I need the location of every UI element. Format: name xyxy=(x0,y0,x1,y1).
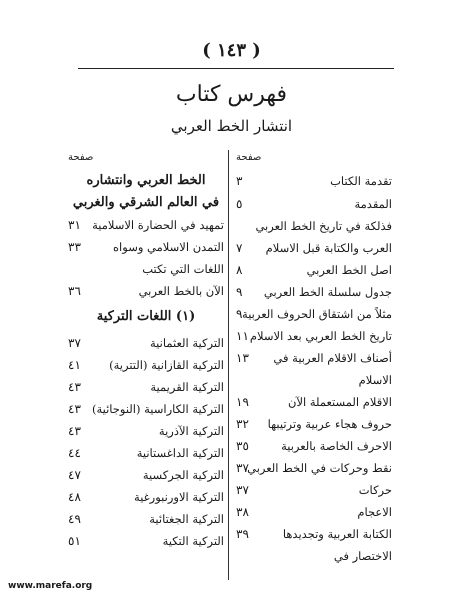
toc-entry-page: ٤٣ xyxy=(68,424,81,438)
toc-entry xyxy=(68,332,224,354)
toc-entry xyxy=(236,369,392,391)
toc-entry xyxy=(68,214,224,236)
toc-entry-title: تاريخ الخط العربي بعد الاسلام xyxy=(249,329,392,343)
header-rule xyxy=(78,68,394,69)
toc-entry xyxy=(236,237,392,259)
toc-entry xyxy=(68,280,224,302)
toc-entry-page: ٤٣ xyxy=(68,402,81,416)
toc-entry-page: ١١ xyxy=(236,329,249,343)
toc-entry-title: تقدمة الكتاب xyxy=(330,174,392,188)
toc-entry-title: الاسلام xyxy=(358,373,392,387)
toc-entry-title: التركية التكية xyxy=(162,534,224,548)
toc-entry-page: ٤٣ xyxy=(68,380,81,394)
toc-entry-title: التركية القريمية xyxy=(150,380,224,394)
toc-entry-page: ٥١ xyxy=(68,534,81,548)
toc-entry xyxy=(236,479,392,501)
toc-entry-page: ٤٧ xyxy=(68,468,81,482)
toc-entry-title: التركية الآذرية xyxy=(158,424,224,438)
toc-entry xyxy=(236,457,392,479)
toc-entry-title: اللغات التي تكتب xyxy=(142,262,224,276)
toc-entry-title: نقط وحركات في الخط العربي xyxy=(247,461,392,475)
toc-entry xyxy=(236,545,392,567)
toc-entry-title: تمهيد في الحضارة الاسلامية xyxy=(92,218,224,232)
toc-entry-title: التركية الداغستانية xyxy=(136,446,224,460)
toc-entry xyxy=(68,420,224,442)
toc-entry-page: ٥ xyxy=(236,197,243,211)
toc-entry-title: الكتابة العربية وتجديدها xyxy=(282,527,392,541)
toc-entry-title: التركية العثمانية xyxy=(150,336,224,350)
right-column xyxy=(236,170,392,567)
toc-entry-page: ٣ xyxy=(236,174,243,188)
toc-entry-title: الاختصار في xyxy=(333,549,392,563)
toc-entry xyxy=(236,325,392,347)
toc-entry-page: ٣٩ xyxy=(236,527,249,541)
column-divider xyxy=(228,150,229,580)
toc-entry-page: ٣٣ xyxy=(68,240,81,254)
toc-entry-title: العرب والكتابة قبل الاسلام xyxy=(265,241,392,255)
toc-entry xyxy=(68,486,224,508)
toc-entry xyxy=(68,464,224,486)
toc-entry xyxy=(68,236,224,258)
toc-entry-title: المقدمة xyxy=(354,197,392,211)
toc-entry xyxy=(236,523,392,545)
toc-entry xyxy=(68,508,224,530)
toc-entry-title: اصل الخط العربي xyxy=(306,263,392,277)
toc-entry xyxy=(236,435,392,457)
toc-entry-page: ٧ xyxy=(236,241,243,255)
right-column-header: صفحة xyxy=(236,152,262,163)
toc-entry xyxy=(236,501,392,523)
toc-entry-title: في العالم الشرقي والغربي xyxy=(72,195,220,210)
toc-entry-page: ٩ xyxy=(236,307,243,321)
toc-entry-page: ٣٢ xyxy=(236,417,249,431)
toc-entry xyxy=(236,281,392,303)
left-column xyxy=(68,170,224,552)
toc-entry-title: الاقلام المستعملة الآن xyxy=(288,395,392,409)
toc-entry xyxy=(236,170,392,193)
toc-entry-title: التركية الجغتائية xyxy=(149,512,224,526)
page-number: ( ١٤٣ ) xyxy=(202,40,261,61)
toc-entry-page: ٨ xyxy=(236,263,243,277)
toc-entry xyxy=(68,192,224,214)
toc-entry-title: (١) اللغات التركية xyxy=(96,309,196,324)
toc-entry-title: التركية القازانية (التترية) xyxy=(109,358,224,372)
toc-entry xyxy=(68,354,224,376)
toc-entry-title: الآن بالخط العربي xyxy=(138,284,224,298)
toc-entry xyxy=(68,302,224,332)
toc-entry-page: ٣١ xyxy=(68,218,81,232)
toc-entry-page: ٣٧ xyxy=(236,461,249,475)
toc-entry xyxy=(68,530,224,552)
toc-entry-title: أصناف الاقلام العربية في xyxy=(273,351,392,365)
toc-entry-title: الاعجام xyxy=(357,505,392,519)
toc-entry-page: ٤١ xyxy=(68,358,81,372)
toc-entry xyxy=(236,413,392,435)
toc-entry-page: ٩ xyxy=(236,285,243,299)
toc-entry-page: ٤٤ xyxy=(68,446,81,460)
toc-entry xyxy=(68,442,224,464)
toc-entry-page: ٤٨ xyxy=(68,490,81,504)
toc-entry xyxy=(68,170,224,192)
toc-entry-title: فذلكة في تاريخ الخط العربي xyxy=(255,219,392,233)
toc-entry-page: ١٩ xyxy=(236,395,249,409)
toc-entry-title: حروف هجاء عربية وترتيبها xyxy=(267,417,392,431)
toc-entry-page: ٣٨ xyxy=(236,505,249,519)
toc-entry-page: ٣٧ xyxy=(68,336,81,350)
toc-entry-page: ٣٦ xyxy=(68,284,81,298)
toc-entry xyxy=(236,347,392,369)
toc-entry-title: التركية الاورنبورغية xyxy=(134,490,224,504)
page-subtitle: انتشار الخط العربي xyxy=(170,117,293,135)
toc-entry-title: الاحرف الخاصة بالعربية xyxy=(281,439,392,453)
left-column-header: صفحة xyxy=(68,152,94,163)
toc-entry xyxy=(68,398,224,420)
toc-entry-title: الخط العربي وانتشاره xyxy=(86,173,206,188)
toc-entry-title: جدول سلسلة الخط العربي xyxy=(263,285,392,299)
toc-entry xyxy=(68,258,224,280)
toc-entry xyxy=(68,376,224,398)
toc-entry xyxy=(236,215,392,237)
toc-entry xyxy=(236,259,392,281)
toc-entry-page: ٤٩ xyxy=(68,512,81,526)
toc-entry-title: التركية الكاراسية (النوجائية) xyxy=(91,402,224,416)
footer-url: www.marefa.org xyxy=(8,581,93,591)
toc-entry-page: ١٣ xyxy=(236,351,249,365)
toc-entry-page: ٣٥ xyxy=(236,439,249,453)
toc-entry xyxy=(236,391,392,413)
page-title: فهرس كتاب xyxy=(175,82,288,107)
toc-entry xyxy=(236,303,392,325)
toc-entry-title: التركية الجركسية xyxy=(142,468,224,482)
toc-entry-title: حركات xyxy=(358,483,392,497)
toc-entry-title: مثلاً من اشتقاق الحروف العربية xyxy=(242,307,392,321)
toc-entry-page: ٣٧ xyxy=(236,483,249,497)
toc-entry xyxy=(236,193,392,215)
toc-entry-title: التمدن الاسلامي وسواه xyxy=(113,240,224,254)
